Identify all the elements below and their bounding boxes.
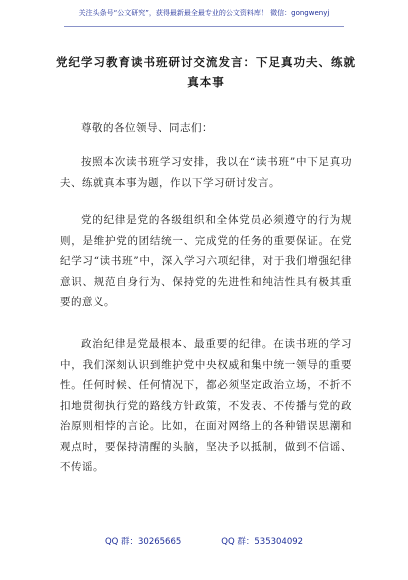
paragraph: 党的纪律是党的各级组织和全体党员必须遵守的行为规则，是维护党的团结统一、完成党的任务的重要保证。在党纪学习“读书班”中，深入学习六项纪律，对于我们增强纪律意识、规范自身行为、保持党的先进性和纯洁性具有极其重要的意义。: [60, 214, 352, 308]
header-note: 关注头条号“公文研究”，获得最新最全最专业的公文资料库！ 微信：gongwenyj: [78, 9, 330, 17]
greeting: 尊敬的各位领导、同志们：: [81, 122, 213, 134]
footer: [0, 535, 408, 547]
footer-qq-group-left: QQ 群：30265665: [104, 537, 182, 547]
paragraph: 政治纪律是党最根本、最重要的纪律。在读书班的学习中，我们深刻认识到维护党中央权威和集中统一领导的重要性。任何时候、任何情况下，都必须坚定政治立场，不折不扣地贯彻执行党的路线方针政策，不发表、不传播与党的政治原则相悖的言论。比如，在面对网络上的各种错误思潮和观点时，要保持清醒的头脑，坚决予以抵制，做到不信谣、不传谣。: [60, 338, 352, 473]
header-divider: [64, 26, 344, 27]
paragraph: 按照本次读书班学习安排，我以在“读书班”中下足真功夫、练就真本事为题，作以下学习研讨发言。: [60, 156, 352, 189]
document-title: 党纪学习教育读书班研讨交流发言：下足真功夫、练就真本事: [56, 55, 356, 89]
footer-qq-group-right: QQ 群：535304092: [221, 537, 304, 547]
